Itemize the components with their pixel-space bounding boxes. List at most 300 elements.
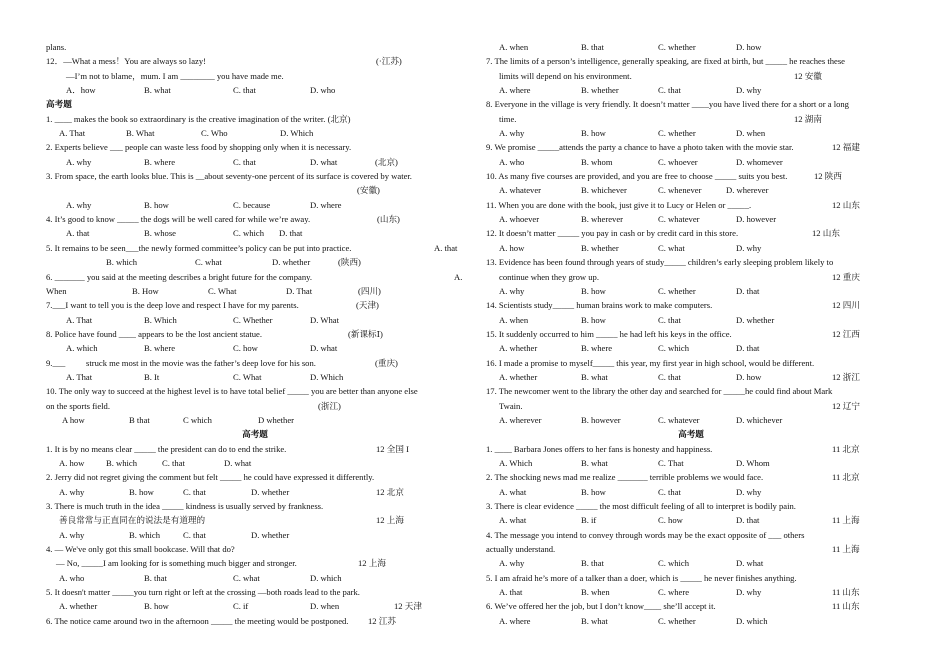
text-segment: (重庆) (375, 357, 398, 368)
text-segment: C. What (233, 371, 262, 382)
text-line (46, 470, 464, 484)
text-segment: A. how (59, 457, 85, 468)
text-segment: C. what (658, 242, 685, 253)
text-segment: B. how (144, 601, 169, 612)
text-segment: plans. (46, 42, 67, 52)
text-line (46, 69, 464, 83)
text-segment: 4. It’s good to know _____ the dogs will be well cared for while we’re away. (46, 214, 311, 225)
text-segment: B. which (106, 257, 138, 268)
text-segment: C. What (208, 285, 237, 296)
text-segment: 1. ____ Barbara Jones offers to her fans is honesty and happiness. (486, 443, 713, 454)
text-line (486, 140, 896, 154)
text-segment: A. whether (499, 343, 538, 354)
text-segment: C. Who (201, 128, 228, 139)
text-line (486, 556, 896, 570)
text-segment: D. why (736, 85, 762, 96)
text-segment: B. when (581, 587, 610, 598)
text-line (46, 370, 464, 384)
text-line (46, 198, 464, 212)
text-line (486, 155, 896, 169)
text-segment: B. how (581, 314, 606, 325)
text-segment: A. why (66, 156, 92, 167)
text-line (46, 485, 464, 499)
text-segment: C. whether (658, 615, 696, 626)
text-segment: B. what (581, 457, 608, 468)
text-line (486, 399, 896, 413)
text-line (486, 528, 896, 542)
text-line (486, 270, 896, 284)
section-heading (486, 427, 896, 441)
text-line (46, 241, 464, 255)
text-segment: 5. It remains to be seen___the newly formed committee’s policy can be put into practice. (46, 242, 352, 253)
text-segment: C. how (233, 343, 258, 354)
text-segment: D. Which (310, 371, 344, 382)
text-segment: 12 福建 (832, 142, 860, 153)
text-segment: C. if (233, 601, 249, 612)
text-line (46, 169, 464, 183)
text-segment: (安徽) (357, 185, 380, 196)
section-heading (46, 427, 464, 441)
text-segment: A. (454, 271, 463, 282)
text-segment: 11 上海 (832, 544, 860, 555)
text-line (46, 384, 464, 398)
text-segment: D. Which (280, 128, 314, 139)
text-segment: 6. We’ve offered her the job, but I don’t know____ she’ll accept it. (486, 601, 716, 612)
text-segment: B. How (132, 285, 159, 296)
text-segment: B. that (144, 572, 167, 583)
text-segment: C. That (658, 457, 684, 468)
text-segment: C. Whether (233, 314, 273, 325)
text-segment: B. how (144, 199, 169, 210)
text-line (46, 284, 464, 298)
text-segment: (浙江) (318, 400, 341, 411)
text-segment: B. wherever (581, 214, 623, 225)
text-segment: D. that (736, 343, 760, 354)
text-segment: B. whether (581, 242, 619, 253)
text-segment: A. when (499, 42, 529, 52)
text-segment: D. which (310, 572, 342, 583)
text-segment: D. why (736, 486, 762, 497)
text-segment: B. whichever (581, 185, 627, 196)
text-segment: D. whether (272, 257, 311, 268)
text-segment: D. that (736, 515, 760, 526)
text-line (46, 313, 464, 327)
text-segment: 12 安徽 (794, 70, 822, 81)
text-line (486, 83, 896, 97)
text-line (46, 413, 464, 427)
text-segment: D whether (258, 414, 295, 425)
text-line (46, 140, 464, 154)
text-line (46, 255, 464, 269)
text-segment: D. whether (251, 529, 290, 540)
text-segment: D. why (736, 587, 762, 598)
text-segment: C. how (658, 515, 683, 526)
text-segment: D. what (310, 156, 338, 167)
text-segment: 16. I made a promise to myself_____ this year, my first year in high school, would be different. (486, 357, 815, 368)
text-segment: 12 山东 (812, 228, 840, 239)
text-line (46, 112, 464, 126)
text-segment: C. that (233, 156, 256, 167)
text-segment: A. whatever (499, 185, 541, 196)
text-segment: B. where (144, 343, 176, 354)
text-segment: B. what (581, 371, 608, 382)
text-segment: 7.___I want to tell you is the deep love and respect I have for my parents. (46, 300, 299, 311)
text-segment: B. that (581, 558, 604, 569)
text-segment: 1. It is by no means clear _____ the president can do to end the strike. (46, 443, 287, 454)
text-segment: 12 山东 (832, 199, 860, 210)
text-line (46, 327, 464, 341)
text-line (46, 226, 464, 240)
text-segment: 12 北京 (376, 486, 404, 497)
text-segment: B. whether (581, 85, 619, 96)
text-segment: D. that (279, 228, 303, 239)
text-segment: 13. Evidence has been found through years of study_____ children’s early sleeping problem likely to (486, 257, 834, 268)
text-segment: 17. The newcomer went to the library the other day and searched for _____he could find about Mark (486, 386, 833, 397)
text-segment: D. what (736, 558, 764, 569)
text-segment: actually understand. (486, 544, 556, 555)
text-segment: A. what (499, 515, 527, 526)
text-segment: (山东) (377, 214, 400, 225)
text-segment: 11. When you are done with the book, just give it to Lucy or Helen or _____. (486, 199, 752, 210)
text-line (46, 528, 464, 542)
text-line (46, 212, 464, 226)
text-segment: A. who (59, 572, 85, 583)
text-segment: C. that (183, 486, 206, 497)
text-segment: 11 北京 (832, 443, 860, 454)
text-segment: 高考题 (242, 429, 268, 440)
text-segment: 2. Jerry did not regret giving the comment but felt _____ he could have expressed it differently. (46, 472, 375, 483)
text-line (46, 356, 464, 370)
text-line (486, 499, 896, 513)
text-segment: on the sports field. (46, 400, 110, 411)
text-segment: C. where (658, 587, 690, 598)
text-segment: B. how (581, 486, 606, 497)
text-segment: 12 江西 (832, 328, 860, 339)
text-segment: C. whether (658, 285, 696, 296)
text-segment: D. when (736, 128, 766, 139)
text-line (486, 112, 896, 126)
text-segment: C. which (658, 558, 690, 569)
text-line (46, 513, 464, 527)
text-segment: B. What (126, 128, 155, 139)
text-line (486, 126, 896, 140)
text-segment: 11 上海 (832, 515, 860, 526)
text-segment: (陕西) (338, 257, 361, 268)
text-line (486, 413, 896, 427)
text-segment: 12. It doesn’t matter _____ you pay in cash or by credit card in this store. (486, 228, 739, 239)
text-segment: — No, _____I am looking for is something much bigger and stronger. (56, 558, 297, 569)
text-segment: A. why (66, 199, 92, 210)
text-segment: B. whose (144, 228, 176, 239)
text-segment: limits will depend on his environment. (499, 70, 632, 81)
text-segment: 2. The shocking news mad me realize _______ terrible problems we would face. (486, 472, 764, 483)
text-segment: D. whichever (736, 414, 783, 425)
text-line (46, 126, 464, 140)
text-line (486, 183, 896, 197)
text-segment: 4. The message you intend to convey through words may be the exact opposite of ___ others (486, 529, 805, 540)
text-segment: 11 北京 (832, 472, 860, 483)
text-segment: C. whenever (658, 185, 702, 196)
text-line (486, 370, 896, 384)
text-segment: B. where (581, 343, 613, 354)
section-heading (46, 97, 464, 111)
text-segment: (·江苏) (376, 56, 402, 67)
text-segment: 8. Police have found ____ appears to be the lost ancient statue. (46, 328, 262, 339)
text-segment: 6. The notice came around two in the afternoon _____ the meeting would be postponed. (46, 615, 349, 626)
text-segment: 1. ____ makes the book so extraordinary is the creative imagination of the writer. (北京) (46, 113, 351, 124)
text-segment: 12 湖南 (794, 113, 822, 124)
text-segment: 12 辽宁 (832, 400, 860, 411)
text-segment: 12 江苏 (368, 615, 396, 626)
text-line (486, 97, 896, 111)
text-segment: A. that (434, 242, 458, 253)
text-segment: 8. Everyone in the village is very friendly. It doesn’t matter ____you have lived there for a short or a long (486, 99, 849, 110)
text-segment: 12 全国 I (376, 443, 409, 454)
text-segment: 善良常常与正直同在的说法是有道理的 (59, 515, 206, 526)
text-segment: D. Whom (736, 457, 770, 468)
text-segment: Twain. (499, 400, 523, 411)
text-segment: D. when (310, 601, 340, 612)
text-segment: B that (129, 414, 150, 425)
text-line (46, 399, 464, 413)
text-segment: A. that (66, 228, 90, 239)
text-segment: C. what (195, 257, 222, 268)
text-line (46, 614, 464, 628)
text-segment: 12．—What a mess！You are always so lazy! (46, 56, 206, 67)
text-segment: D. how (736, 42, 762, 52)
text-line (486, 470, 896, 484)
text-segment: A. where (499, 615, 531, 626)
text-line (486, 54, 896, 68)
text-line (486, 599, 896, 613)
text-line (486, 298, 896, 312)
text-segment: 3. There is clear evidence _____ the most difficult feeling of all to interpret is bodily pain. (486, 501, 796, 511)
text-segment: 3. From space, the earth looks blue. This is __about seventy-one percent of its surface is covered by water. (46, 171, 412, 182)
text-segment: C. that (658, 314, 681, 325)
text-segment: B. Which (144, 314, 177, 325)
left-column (46, 40, 464, 628)
text-segment: D. however (736, 214, 777, 225)
text-segment: C. whoever (658, 156, 698, 167)
text-segment: A. Which (499, 457, 533, 468)
text-segment: C. that (162, 457, 185, 468)
text-segment: 15. It suddenly occurred to him _____ he had left his keys in the office. (486, 328, 732, 339)
text-line (46, 571, 464, 585)
text-segment: D. why (736, 242, 762, 253)
text-segment: C. because (233, 199, 271, 210)
text-segment: B. how (581, 285, 606, 296)
text-segment: A how (62, 414, 85, 425)
text-segment: A. whether (59, 601, 98, 612)
text-line (486, 341, 896, 355)
text-segment: struck me most in the movie was the father’s deep love for his son. (86, 357, 316, 368)
text-segment: C. whatever (658, 414, 700, 425)
text-segment: A．how (66, 85, 96, 96)
text-line (486, 614, 896, 628)
text-segment: 6. _______ you said at the meeting describes a bright future for the company. (46, 271, 313, 282)
text-line (486, 585, 896, 599)
text-segment: C. that (183, 529, 206, 540)
text-line (46, 298, 464, 312)
text-line (486, 40, 896, 54)
text-segment: D. whether (736, 314, 775, 325)
text-segment: 12 四川 (832, 300, 860, 311)
text-segment: 12 陕西 (814, 171, 842, 182)
text-line (46, 183, 464, 197)
text-line (486, 69, 896, 83)
text-segment: C. that (233, 85, 256, 96)
text-line (486, 169, 896, 183)
text-segment: B. whom (581, 156, 613, 167)
text-segment: 12 上海 (376, 515, 404, 526)
text-segment: B. where (144, 156, 176, 167)
right-column (486, 40, 896, 628)
text-line (486, 327, 896, 341)
text-segment: A. why (499, 128, 525, 139)
text-segment: D. That (286, 285, 313, 296)
text-segment: 11 山东 (832, 587, 860, 598)
text-segment: A. what (499, 486, 527, 497)
text-segment: A. who (499, 156, 525, 167)
text-segment: 12 上海 (358, 558, 386, 569)
text-segment: 10. The only way to succeed at the highest level is to have total belief _____ you are better than anyone else (46, 386, 418, 397)
text-line (46, 155, 464, 169)
text-segment: 2. Experts believe ___ people can waste less food by shopping only when it is necessary. (46, 142, 352, 153)
text-line (486, 313, 896, 327)
text-segment: 11 山东 (832, 601, 860, 612)
text-segment: D. where (310, 199, 342, 210)
text-line (486, 456, 896, 470)
text-line (46, 556, 464, 570)
text-segment: B. which (106, 457, 138, 468)
text-segment: 9.___ (46, 357, 66, 368)
text-segment: C. whatever (658, 214, 700, 225)
text-segment: A. why (499, 558, 525, 569)
text-segment: 5. I am afraid he’s more of a talker than a doer, which is _____ he never finishes anything. (486, 572, 797, 583)
text-segment: continue when they grow up. (499, 271, 599, 282)
text-segment: 4. — We've only got this small bookcase. Will that do? (46, 544, 235, 555)
text-segment: A. That (66, 314, 93, 325)
text-segment: time. (499, 113, 517, 124)
text-line (486, 442, 896, 456)
text-segment: A. how (499, 242, 525, 253)
text-line (46, 442, 464, 456)
text-segment: D. whomever (736, 156, 783, 167)
text-segment: (北京) (375, 156, 398, 167)
text-segment: When (46, 285, 67, 296)
text-line (46, 599, 464, 613)
text-line (486, 485, 896, 499)
text-segment: C. that (658, 371, 681, 382)
text-segment: C. which (233, 228, 265, 239)
text-segment: (新课标Ⅰ) (348, 328, 383, 339)
text-line (46, 83, 464, 97)
text-segment: A. That (66, 371, 93, 382)
text-segment: B. how (129, 486, 154, 497)
text-segment: (天津) (356, 300, 379, 311)
text-segment: C. that (658, 85, 681, 96)
text-line (46, 585, 464, 599)
text-segment: B. what (144, 85, 171, 96)
text-segment: D. who (310, 85, 336, 96)
text-line (486, 241, 896, 255)
text-segment: B. which (129, 529, 161, 540)
text-line (46, 40, 464, 54)
text-segment: D. What (310, 314, 339, 325)
text-segment: C. that (658, 486, 681, 497)
text-line (46, 54, 464, 68)
text-segment: B. It (144, 371, 160, 382)
text-segment: 7. The limits of a person’s intelligence, generally speaking, are fixed at birth, but _____ he reaches these (486, 56, 845, 67)
text-segment: —I’m not to blame，mum. I am ________ you have made me. (66, 70, 284, 81)
text-segment: D. wherever (726, 185, 769, 196)
text-segment: D. how (736, 371, 762, 382)
text-line (46, 270, 464, 284)
text-segment: A. where (499, 85, 531, 96)
text-segment: A. that (499, 587, 523, 598)
text-segment: D. which (736, 615, 768, 626)
text-segment: C. which (658, 343, 690, 354)
text-segment: D. what (310, 343, 338, 354)
text-segment: A. whether (499, 371, 538, 382)
text-segment: A. That (59, 128, 86, 139)
text-segment: 12 天津 (394, 601, 422, 612)
text-line (486, 198, 896, 212)
text-segment: (四川) (358, 285, 381, 296)
text-segment: C. whether (658, 128, 696, 139)
text-line (486, 356, 896, 370)
text-line (46, 499, 464, 513)
text-line (486, 571, 896, 585)
text-segment: B. however (581, 414, 621, 425)
text-segment: 高考题 (678, 429, 704, 440)
text-line (486, 284, 896, 298)
text-segment: C which (183, 414, 212, 425)
text-line (486, 542, 896, 556)
text-line (46, 542, 464, 556)
text-segment: D. whether (251, 486, 290, 497)
text-segment: 高考题 (46, 99, 72, 110)
text-segment: C. whether (658, 42, 696, 52)
text-segment: A. wherever (499, 414, 542, 425)
text-segment: 12 浙江 (832, 371, 860, 382)
text-segment: A. why (499, 285, 525, 296)
text-segment: D. that (736, 285, 760, 296)
text-segment: B. what (581, 615, 608, 626)
text-segment: B. if (581, 515, 597, 526)
text-segment: 10. As many five courses are provided, and you are free to choose _____ suits you best. (486, 171, 788, 182)
text-segment: B. that (581, 42, 604, 52)
text-segment: 14. Scientists study_____ human brains work to make computers. (486, 300, 713, 311)
text-segment: 9. We promise _____attends the party a chance to have a photo taken with the movie star. (486, 142, 794, 153)
text-line (46, 456, 464, 470)
text-line (486, 384, 896, 398)
text-segment: A. whoever (499, 214, 540, 225)
text-segment: 5. It doesn't matter _____you turn right or left at the crossing —both roads lead to the park. (46, 587, 360, 598)
text-segment: D. what (224, 457, 252, 468)
text-segment: 12 重庆 (832, 271, 860, 282)
text-line (486, 513, 896, 527)
text-line (486, 212, 896, 226)
text-segment: A. why (59, 486, 85, 497)
text-segment: C. what (233, 572, 260, 583)
text-segment: A. why (59, 529, 85, 540)
text-segment: 3. There is much truth in the idea _____ kindness is usually served by frankness. (46, 501, 324, 511)
text-line (46, 341, 464, 355)
text-segment: B. how (581, 128, 606, 139)
text-segment: A. which (66, 343, 98, 354)
text-line (486, 226, 896, 240)
